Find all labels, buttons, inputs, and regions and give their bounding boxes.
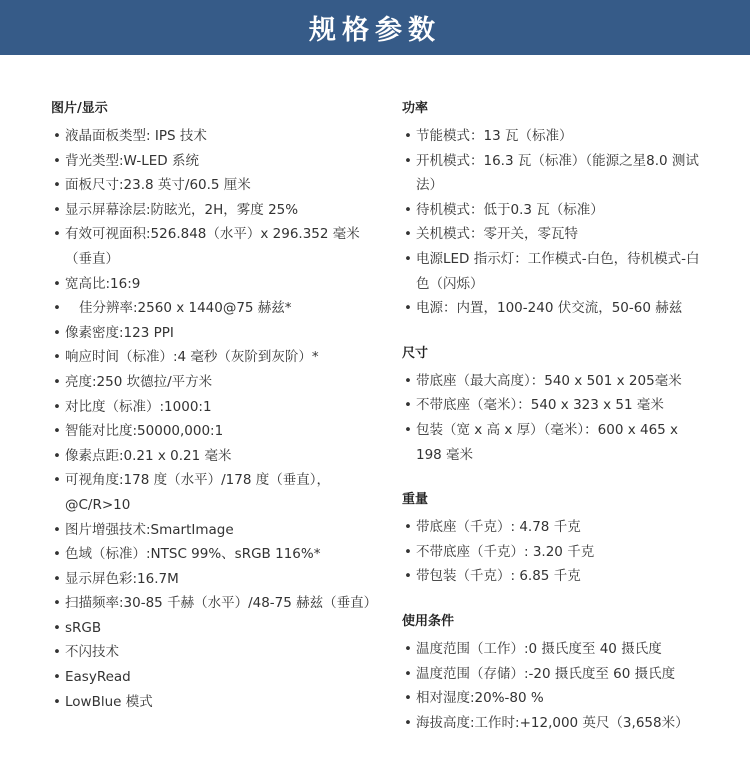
spec-item: • 带底座（最大高度）：540 x 501 x 205毫米: [404, 372, 682, 389]
power-spec-list: [402, 124, 702, 321]
spec-item: • 扫描频率:30-85 千赫（水平）/48-75 赫兹（垂直）: [53, 595, 378, 612]
conditions-section: [402, 613, 702, 735]
section-title-weight: 重量: [402, 492, 429, 508]
spec-item: • 带底座（千克）: 4.78 千克: [404, 519, 581, 536]
spec-item: • 显示屏幕涂层:防眩光，2H，雾度 25%: [53, 201, 299, 218]
spec-item: • 像素密度:123 PPI: [53, 324, 174, 341]
spec-item: • 电源：内置，100-240 伏交流，50-60 赫兹: [404, 300, 683, 317]
spec-item: • 像素点距:0.21 x 0.21 毫米: [53, 447, 232, 464]
spec-item: • 响应时间（标准）:4 毫秒（灰阶到灰阶）*: [53, 349, 319, 366]
spec-item: • 相对湿度:20%-80 %: [404, 690, 544, 707]
spec-item: • 不闪技术: [53, 644, 119, 661]
section-title-conditions: 使用条件: [402, 613, 455, 629]
spec-item: • 图片增强技术:SmartImage: [53, 521, 234, 538]
spec-item: • sRGB: [53, 619, 102, 636]
display-spec-list: [51, 124, 381, 714]
dimensions-spec-list: [402, 369, 702, 467]
spec-item: • 对比度（标准）:1000:1: [53, 398, 212, 415]
spec-item: • 色域（标准）:NTSC 99%、sRGB 116%*: [53, 546, 321, 563]
spec-item: • LowBlue 模式: [53, 693, 153, 710]
spec-item: • EasyRead: [53, 669, 131, 686]
spec-item: • 温度范围（工作）:0 摄氏度至 40 摄氏度: [404, 640, 662, 657]
spec-item: • 节能模式：13 瓦（标准）: [404, 128, 573, 144]
spec-item: • 不带底座（毫米）：540 x 323 x 51 毫米: [404, 397, 664, 414]
spec-item: • 包装（宽 x 高 x 厚）（毫米）：600 x 465 x 198 毫米: [404, 421, 679, 463]
power-section: [402, 100, 702, 321]
spec-item: • 电源LED 指示灯：工作模式-白色，待机模式-白色（闪烁）: [404, 250, 700, 292]
page-title: 规格参数: [309, 15, 441, 46]
spec-item: • 亮度:250 坎德拉/平方米: [53, 373, 213, 390]
spec-item: • 佳分辨率:2560 x 1440@75 赫兹*: [53, 300, 292, 317]
spec-item: • 开机模式：16.3 瓦（标准）（能源之星8.0 测试法）: [404, 152, 699, 194]
spec-item: • 关机模式：零开关，零瓦特: [404, 226, 578, 243]
spec-item: • 带包装（千克）: 6.85 千克: [404, 568, 581, 585]
display-spec-column: [51, 100, 381, 738]
spec-item: • 宽高比:16:9: [53, 275, 141, 292]
spec-item: • 可视角度:178 度（水平）/178 度（垂直），@C/R>10: [53, 472, 330, 513]
spec-item: • 待机模式：低于0.3 瓦（标准）: [404, 201, 604, 218]
spec-item: • 有效可视面积:526.848（水平）x 296.352 毫米（垂直）: [53, 226, 360, 267]
spec-item: • 面板尺寸:23.8 英寸/60.5 厘米: [53, 177, 251, 194]
spec-item: • 显示屏色彩:16.7M: [53, 570, 179, 587]
spec-item: • 海拔高度:工作时:+12,000 英尺（3,658米）: [404, 714, 689, 731]
spec-item: • 背光类型:W-LED 系统: [53, 152, 199, 169]
section-title-display: 图片/显示: [51, 101, 108, 116]
other-spec-column: [402, 100, 702, 759]
weight-spec-list: [402, 515, 702, 589]
header-banner: [0, 0, 750, 55]
display-section: [51, 100, 381, 714]
spec-item: • 温度范围（存储）:-20 摄氏度至 60 摄氏度: [404, 665, 676, 682]
dimensions-section: [402, 345, 702, 467]
spec-item: • 液晶面板类型: IPS 技术: [53, 128, 207, 144]
spec-item: • 不带底座（千克）: 3.20 千克: [404, 543, 595, 560]
section-title-dimensions: 尺寸: [402, 345, 429, 361]
weight-section: [402, 491, 702, 589]
section-title-power: 功率: [402, 101, 429, 116]
spec-item: • 智能对比度:50000,000:1: [53, 423, 224, 440]
